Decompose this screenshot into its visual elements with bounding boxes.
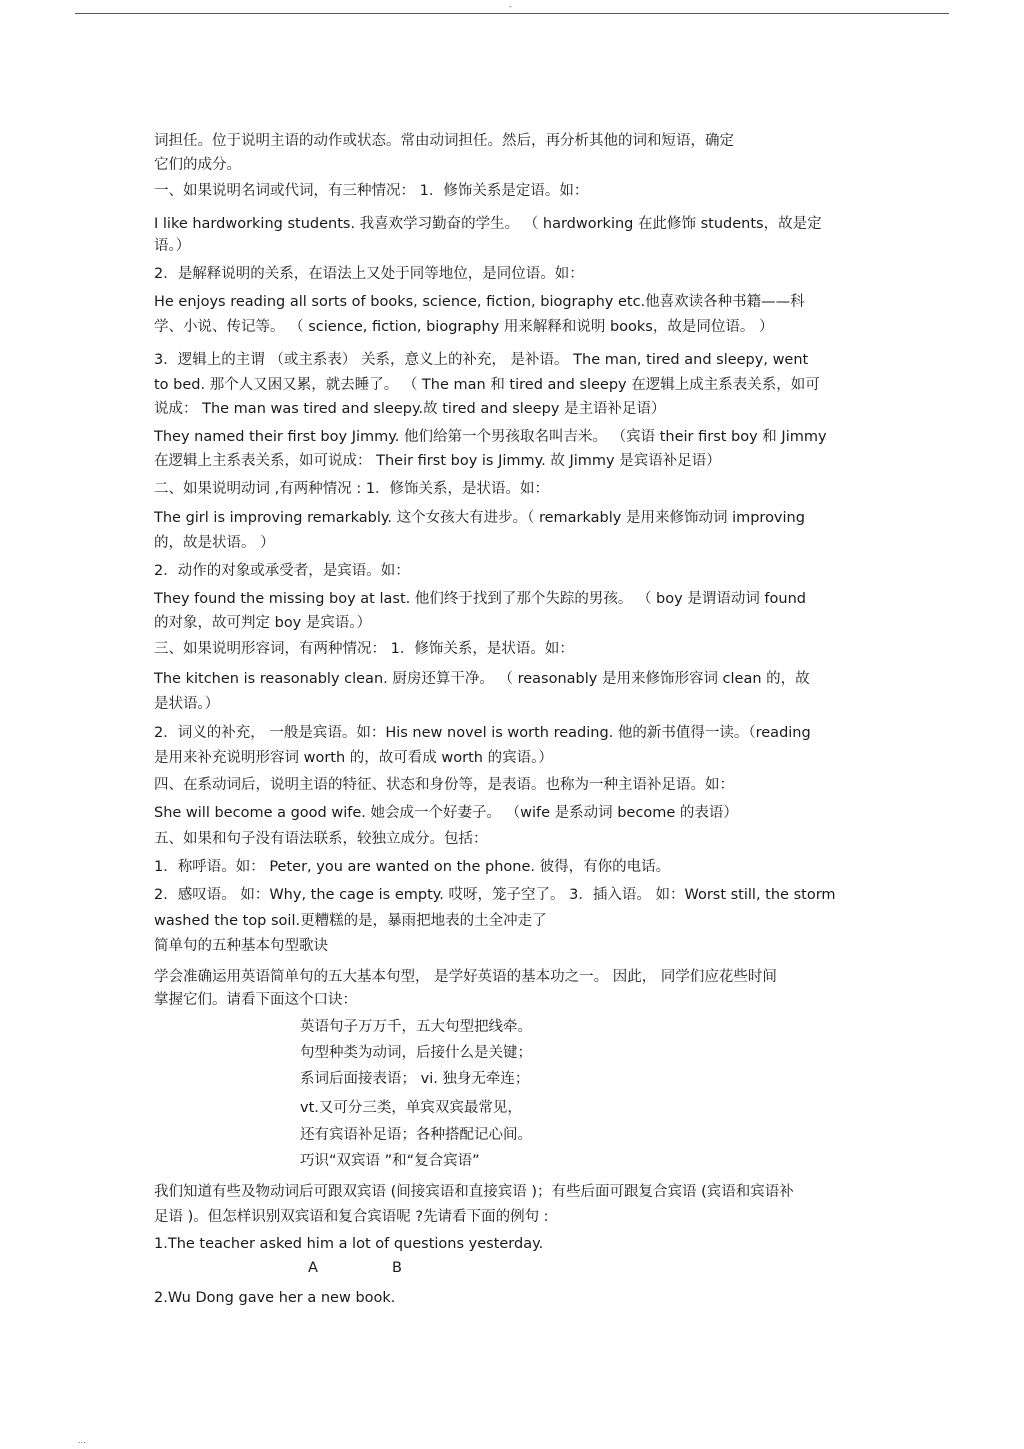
text-line: 的，故是状语。 ） [154, 535, 275, 551]
text-line: 它们的成分。 [154, 157, 241, 173]
section-heading: 简单句的五种基本句型歌诀 [154, 938, 328, 954]
text-line: 学、小说、传记等。 （ science, fiction, biography 用来解释和说明 books，故是同位语。 ） [154, 319, 774, 335]
footer-mark: ... [78, 1436, 86, 1445]
text-line: She will become a good wife. 她会成一个好妻子。 （wife 是系动词 become 的表语） [154, 805, 738, 821]
label-a: A [308, 1260, 318, 1276]
text-line: 在逻辑上主系表关系，如可说成： Their first boy is Jimmy. 故 Jimmy 是宾语补足语） [154, 453, 721, 469]
rhyme-line: 句型种类为动词，后接什么是关键； [300, 1045, 532, 1061]
text-line: 语。） [154, 238, 191, 254]
example-sentence: 2.Wu Dong gave her a new book. [154, 1290, 396, 1306]
header-rule [75, 13, 949, 14]
text-line: 五、如果和句子没有语法联系，较独立成分。包括： [154, 831, 488, 847]
text-line: They found the missing boy at last. 他们终于找到了那个失踪的男孩。 （ boy 是谓语动词 found [154, 591, 806, 607]
text-line: 足语 )。但怎样识别双宾语和复合宾语呢 ?先请看下面的例句 : [154, 1209, 549, 1225]
rhyme-line: 还有宾语补足语；各种搭配记心间。 [300, 1127, 532, 1143]
text-line: 2．词义的补充， 一般是宾语。如：His new novel is worth reading. 他的新书值得一读。（reading [154, 725, 811, 741]
text-line: The kitchen is reasonably clean. 厨房还算干净。 （ reasonably 是用来修饰形容词 clean 的，故 [154, 671, 810, 687]
example-sentence: 1.The teacher asked him a lot of questions yesterday. [154, 1236, 544, 1252]
text-line: I like hardworking students. 我喜欢学习勤奋的学生。 （ hardworking 在此修饰 students，故是定 [154, 216, 822, 232]
header-dot: - [509, 2, 512, 11]
text-line: 一、如果说明名词或代词，有三种情况： 1．修饰关系是定语。如： [154, 183, 589, 199]
text-line: 是状语。） [154, 696, 220, 712]
text-line: 说成： The man was tired and sleepy.故 tired and sleepy 是主语补足语） [154, 401, 666, 417]
text-line: 我们知道有些及物动词后可跟双宾语 (间接宾语和直接宾语 )；有些后面可跟复合宾语 (宾语和宾语补 [154, 1184, 794, 1200]
text-line: 2．是解释说明的关系，在语法上又处于同等地位，是同位语。如： [154, 266, 584, 282]
text-line: 四、在系动词后，说明主语的特征、状态和身份等，是表语。也称为一种主语补足语。如： [154, 777, 734, 793]
text-line: 的对象，故可判定 boy 是宾语。） [154, 615, 372, 631]
rhyme-line: 系词后面接表语； vi. 独身无牵连； [300, 1071, 530, 1087]
text-line: 学会准确运用英语简单句的五大基本句型， 是学好英语的基本功之一。 因此， 同学们应花些时间 [154, 969, 777, 985]
rhyme-line: vt.又可分三类，单宾双宾最常见， [300, 1100, 522, 1116]
text-line: 二、如果说明动词 ,有两种情况 : 1．修饰关系，是状语。如： [154, 481, 550, 497]
text-line: The girl is improving remarkably. 这个女孩大有进步。（ remarkably 是用来修饰动词 improving [154, 510, 805, 526]
text-line: 2．动作的对象或承受者，是宾语。如： [154, 563, 410, 579]
label-b: B [392, 1260, 402, 1276]
text-line: 是用来补充说明形容词 worth 的，故可看成 worth 的宾语。） [154, 750, 553, 766]
text-line: They named their first boy Jimmy. 他们给第一个男孩取名叫吉米。 （宾语 their first boy 和 Jimmy [154, 429, 827, 445]
text-line: to bed. 那个人又困又累，就去睡了。 （ The man 和 tired and sleepy 在逻辑上成主系表关系，如可 [154, 377, 820, 393]
rhyme-line: 巧识“双宾语 ”和“复合宾语” [300, 1153, 480, 1169]
text-line: 三、如果说明形容词，有两种情况： 1．修饰关系，是状语。如： [154, 641, 574, 657]
text-line: 3．逻辑上的主谓 （或主系表） 关系，意义上的补充， 是补语。 The man, tired and sleepy, went [154, 352, 809, 368]
text-line: 掌握它们。请看下面这个口诀： [154, 992, 357, 1008]
text-line: 2．感叹语。 如：Why, the cage is empty. 哎呀，笼子空了。 3．插入语。 如：Worst still, the storm [154, 887, 836, 903]
text-line: washed the top soil.更糟糕的是，暴雨把地表的土全冲走了 [154, 913, 547, 929]
text-line: 词担任。位于说明主语的动作或状态。常由动词担任。然后，再分析其他的词和短语，确定 [154, 133, 734, 149]
rhyme-line: 英语句子万万千，五大句型把线牵。 [300, 1019, 532, 1035]
text-line: He enjoys reading all sorts of books, science, fiction, biography etc.他喜欢读各种书籍——科 [154, 294, 805, 310]
text-line: 1．称呼语。如： Peter, you are wanted on the phone. 彼得，有你的电话。 [154, 859, 671, 875]
